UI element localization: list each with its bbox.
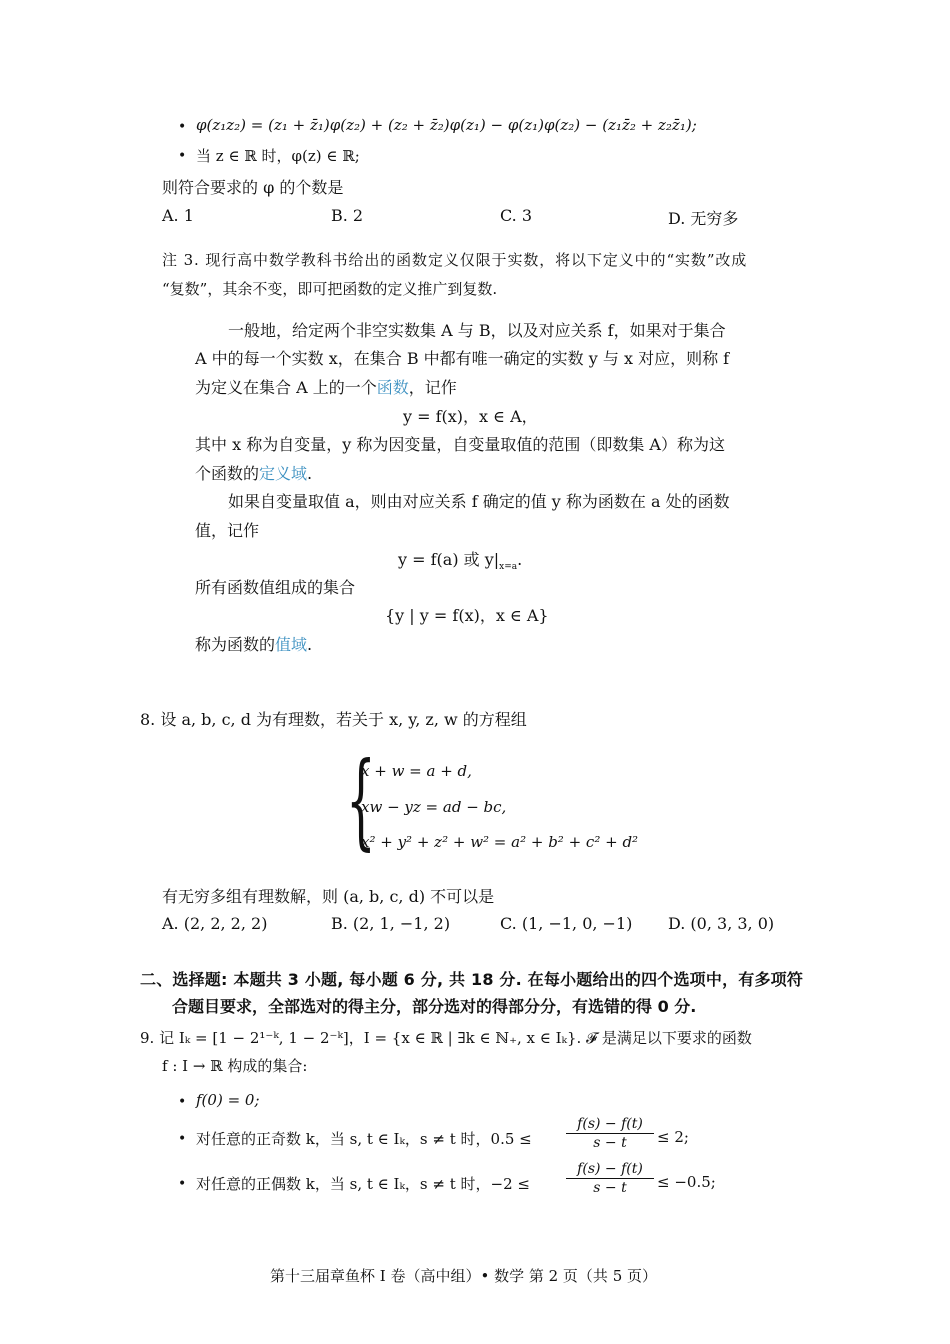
q7-condition-2: 当 z ∈ ℝ 时，φ(z) ∈ ℝ; [196, 147, 360, 165]
q7-option-b: B. 2 [331, 206, 364, 225]
bullet-dot: • [178, 1131, 187, 1147]
term-range: 值域 [275, 635, 308, 654]
fraction-denominator: s − t [593, 1135, 627, 1151]
section2-heading-line1: 二、选择题: 本题共 3 小题, 每小题 6 分, 共 18 分. 在每小题给出的四个选项中，有多项符 [140, 970, 804, 989]
excerpt-equation-3: {y | y = f(x)，x ∈ A} [385, 606, 549, 625]
q7-question: 则符合要求的 φ 的个数是 [162, 178, 344, 197]
excerpt-line-9: 称为函数的值域. [195, 635, 313, 654]
q9-line2: f : I → ℝ 构成的集合: [162, 1057, 308, 1075]
q8-equation-2: xw − yz = ad − bc, [361, 798, 507, 816]
note3-line1: 注 3. 现行高中数学教科书给出的函数定义仅限于实数，将以下定义中的“实数”改成 [162, 251, 748, 269]
excerpt-line-8: 所有函数值组成的集合 [195, 578, 356, 597]
bullet-dot: • [178, 119, 187, 135]
excerpt-line-6: 如果自变量取值 a，则由对应关系 f 确定的值 y 称为函数在 a 处的函数 [228, 492, 730, 511]
bullet-dot: • [178, 148, 187, 164]
q8-option-d: D. (0, 3, 3, 0) [668, 914, 775, 933]
q8-stem: 8. 设 a, b, c, d 为有理数，若关于 x, y, z, w 的方程组 [140, 710, 527, 729]
q9-condition-1: f(0) = 0; [196, 1091, 260, 1109]
q7-option-a: A. 1 [162, 206, 194, 225]
q9-condition-2-end: ≤ 2; [657, 1128, 689, 1146]
q8-equation-3: x² + y² + z² + w² = a² + b² + c² + d² [361, 833, 639, 851]
q9-condition-3-end: ≤ −0.5; [657, 1173, 716, 1191]
q8-option-c: C. (1, −1, 0, −1) [500, 914, 633, 933]
fraction-numerator: f(s) − f(t) [566, 1116, 654, 1134]
bullet-dot: • [178, 1176, 187, 1192]
fraction [566, 1161, 654, 1196]
excerpt-line-1: 一般地，给定两个非空实数集 A 与 B，以及对应关系 f，如果对于集合 [228, 321, 726, 340]
q9-condition-2: 对任意的正奇数 k，当 s, t ∈ Iₖ，s ≠ t 时，0.5 ≤ [196, 1130, 532, 1148]
q8-follow: 有无穷多组有理数解，则 (a, b, c, d) 不可以是 [162, 887, 495, 906]
excerpt-line-3: 为定义在集合 A 上的一个函数，记作 [195, 378, 457, 397]
q7-option-d: D. 无穷多 [668, 209, 739, 228]
q8-option-a: A. (2, 2, 2, 2) [162, 914, 268, 933]
excerpt-line-7: 值，记作 [195, 521, 260, 540]
fraction-numerator: f(s) − f(t) [566, 1161, 654, 1179]
q8-option-b: B. (2, 1, −1, 2) [331, 914, 451, 933]
bullet-dot: • [178, 1094, 187, 1110]
excerpt-line-4: 其中 x 称为自变量，y 称为因变量，自变量取值的范围（即数集 A）称为这 [195, 435, 725, 454]
section2-heading-line2: 合题目要求，全部选对的得主分，部分选对的得部分分，有选错的得 0 分. [172, 997, 697, 1016]
left-brace: { [346, 739, 376, 861]
note3-line2: “复数”，其余不变，即可把函数的定义推广到复数. [162, 280, 498, 298]
q7-condition-1: φ(z₁z₂) = (z₁ + z̄₁)φ(z₂) + (z₂ + z̄₂)φ(z₁) − φ(z₁)φ(z₂) − (z₁z̄₂ + z₂z̄₁); [196, 116, 697, 134]
excerpt-equation-1: y = f(x)，x ∈ A， [403, 407, 538, 426]
term-domain: 定义域 [259, 464, 308, 483]
excerpt-line-2: A 中的每一个实数 x，在集合 B 中都有唯一确定的实数 y 与 x 对应，则称 f [195, 349, 730, 368]
q7-option-c: C. 3 [500, 206, 533, 225]
q9-line1: 9. 记 Iₖ = [1 − 2¹⁻ᵏ, 1 − 2⁻ᵏ]，I = {x ∈ ℝ | ∃k ∈ ℕ₊, x ∈ Iₖ}. 𝓕 是满足以下要求的函数 [140, 1029, 752, 1047]
page-footer: 第十三届章鱼杯 I 卷（高中组）• 数学 第 2 页（共 5 页） [270, 1267, 658, 1285]
excerpt-equation-2: y = f(a) 或 $y|_{x=a}$. [398, 550, 523, 573]
fraction [566, 1116, 654, 1151]
term-function: 函数 [376, 378, 409, 397]
q8-equation-1: x + w = a + d, [361, 762, 472, 780]
fraction-denominator: s − t [593, 1180, 627, 1196]
q9-condition-3: 对任意的正偶数 k，当 s, t ∈ Iₖ，s ≠ t 时，−2 ≤ [196, 1175, 530, 1193]
excerpt-line-5: 个函数的定义域. [195, 464, 313, 483]
